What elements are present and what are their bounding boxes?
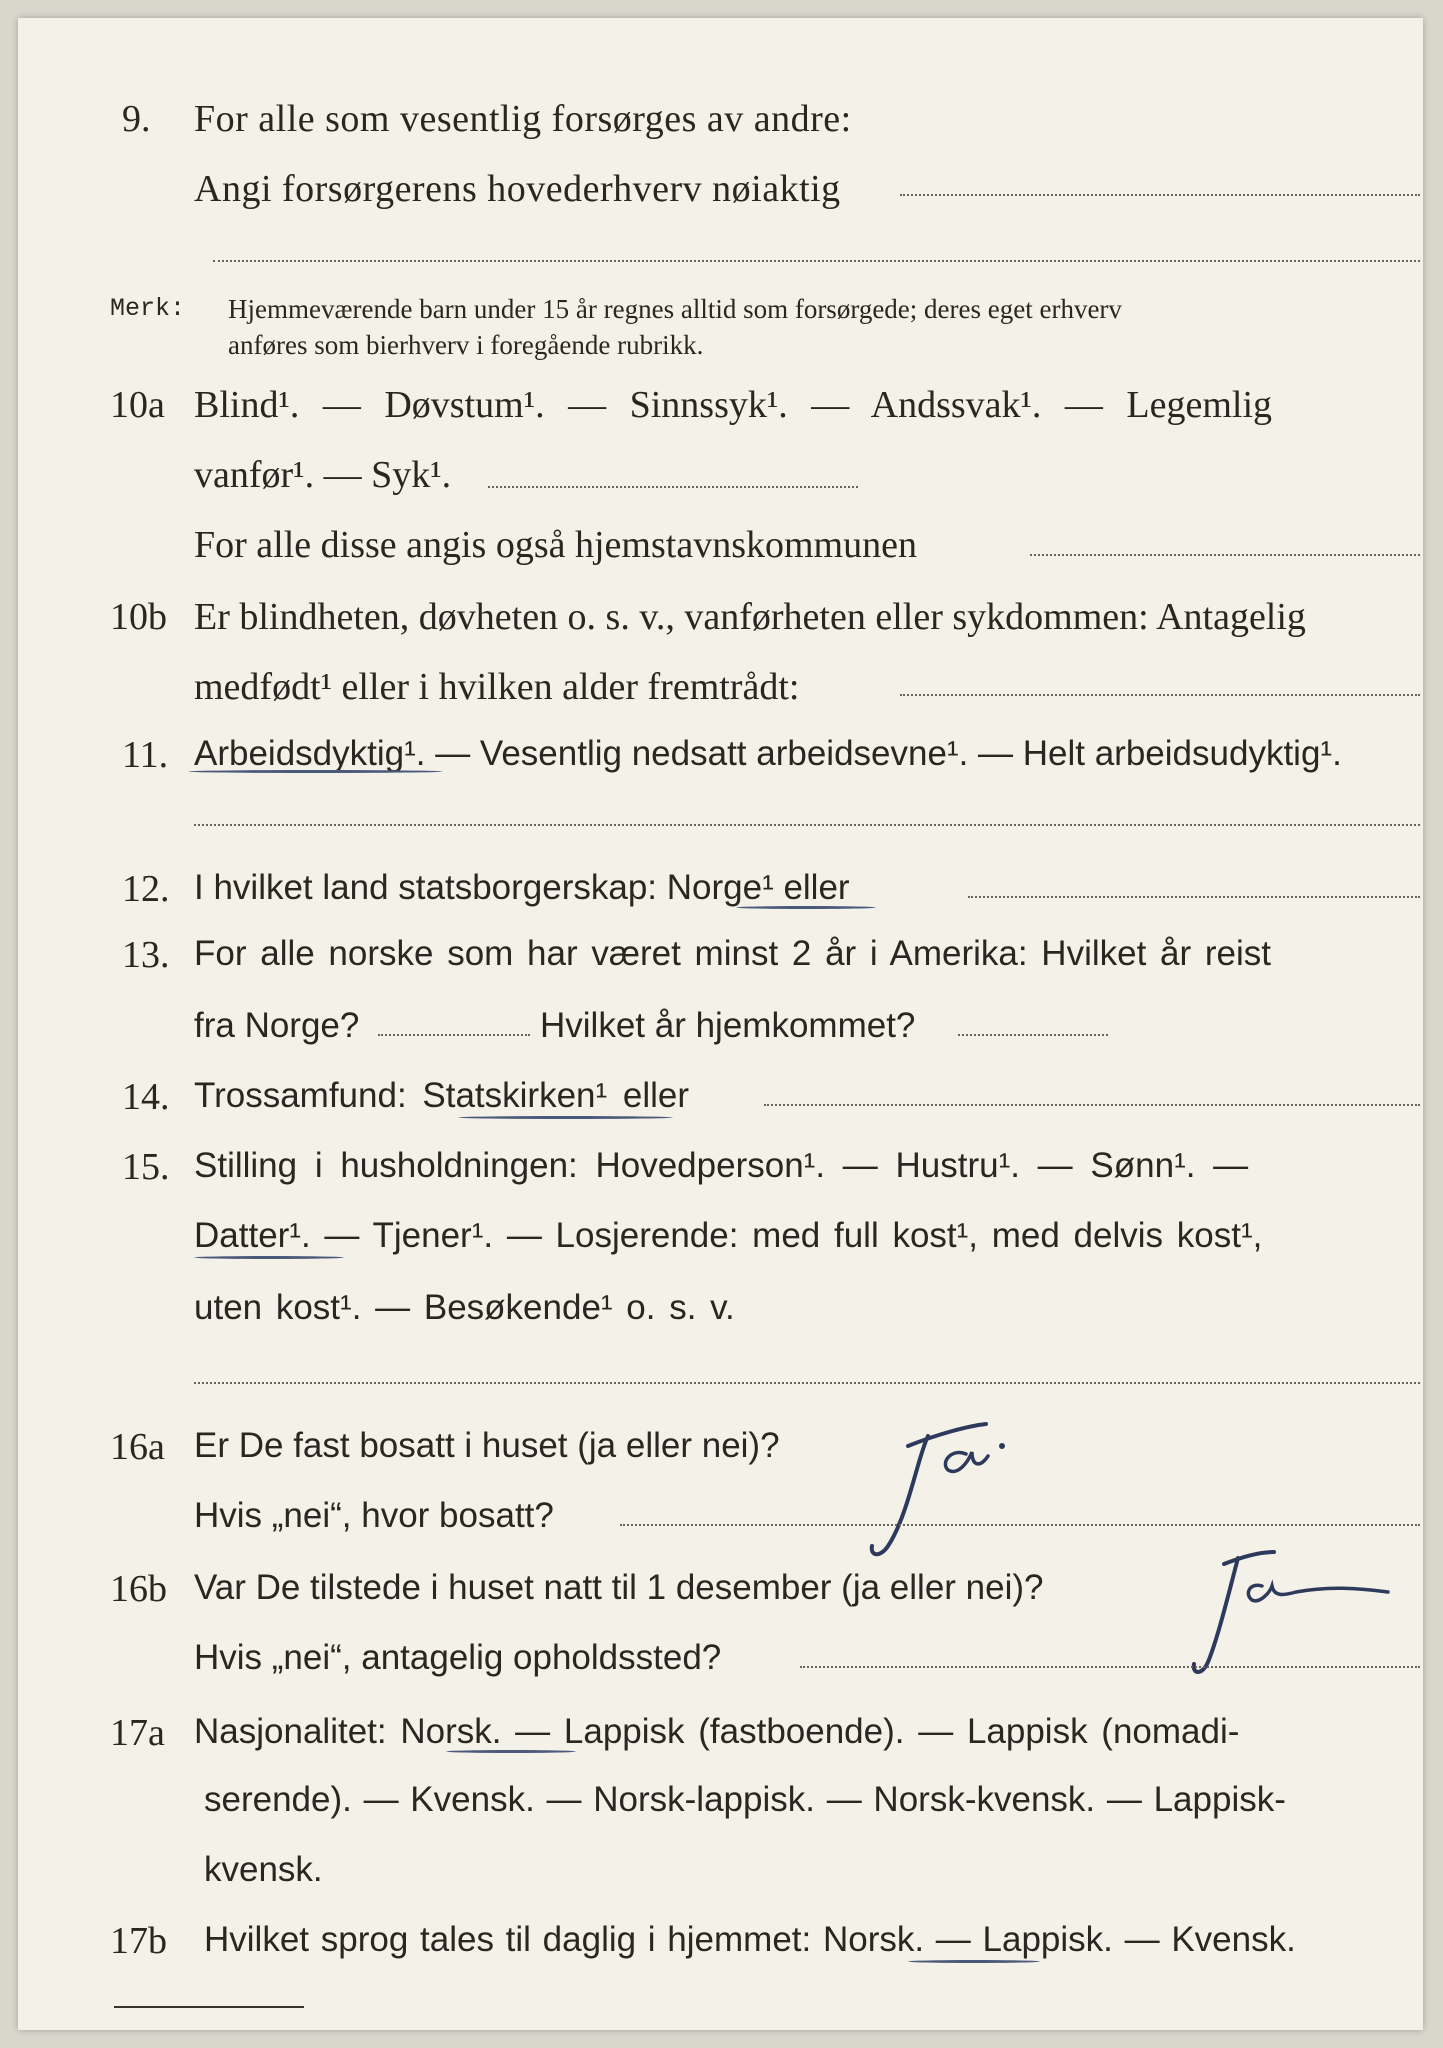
question-16a-residence-field[interactable] bbox=[620, 1524, 1420, 1526]
question-10b-line-2: medfødt¹ eller i hvilken alder fremtrådt: bbox=[194, 666, 800, 708]
handwritten-underline-norsk-nationality bbox=[446, 1750, 576, 1753]
handwritten-underline-arbeidsdyktig bbox=[188, 770, 443, 773]
question-10a-hometown-field[interactable] bbox=[1030, 554, 1420, 556]
question-13-return-year-field[interactable] bbox=[958, 1034, 1108, 1036]
question-9-answer-field-2[interactable] bbox=[213, 260, 1420, 262]
footnote-rule bbox=[114, 2006, 304, 2008]
question-10a-answer-field[interactable] bbox=[488, 486, 858, 488]
merk-line-2: anføres som bierhverv i foregående rubrikk. bbox=[228, 330, 704, 360]
question-16a-line-2: Hvis „nei“, hvor bosatt? bbox=[194, 1496, 554, 1535]
handwritten-answer-16a-ja bbox=[868, 1396, 1028, 1566]
question-10a-number: 10a bbox=[110, 384, 165, 426]
question-15-answer-field[interactable] bbox=[194, 1382, 1420, 1384]
census-form-page bbox=[18, 18, 1423, 2030]
question-16b-whereabouts-field[interactable] bbox=[800, 1666, 1420, 1668]
question-12-answer-field[interactable] bbox=[968, 896, 1420, 898]
question-14-answer-field[interactable] bbox=[764, 1104, 1420, 1106]
question-16b-number: 16b bbox=[110, 1568, 167, 1610]
question-13-departure-year-field[interactable] bbox=[378, 1034, 530, 1036]
question-11-line-1: Arbeidsdyktig¹. — Vesentlig nedsatt arbeidsevne¹. — Helt arbeidsudyktig¹. bbox=[194, 734, 1342, 773]
question-11-answer-field[interactable] bbox=[194, 824, 1420, 826]
question-17a-line-2: serende). — Kvensk. — Norsk-lappisk. — Norsk-kvensk. — Lappisk- bbox=[204, 1780, 1286, 1819]
handwritten-underline-statskirken bbox=[458, 1116, 673, 1119]
question-9-answer-field[interactable] bbox=[900, 194, 1420, 196]
question-15-line-2: Datter¹. — Tjener¹. — Losjerende: med full kost¹, med delvis kost¹, bbox=[194, 1216, 1263, 1255]
question-17a-number: 17a bbox=[110, 1712, 165, 1754]
handwritten-underline-norsk-language bbox=[908, 1960, 1040, 1963]
question-15-number: 15. bbox=[122, 1146, 170, 1188]
question-10a-line-3: For alle disse angis også hjemstavnskommunen bbox=[194, 524, 917, 566]
question-16a-line-1: Er De fast bosatt i huset (ja eller nei)? bbox=[194, 1426, 780, 1465]
question-16a-number: 16a bbox=[110, 1426, 165, 1468]
merk-label: Merk: bbox=[110, 294, 186, 323]
question-9-number: 9. bbox=[122, 98, 151, 140]
question-12-number: 12. bbox=[122, 868, 170, 910]
question-16b-line-1: Var De tilstede i huset natt til 1 desember (ja eller nei)? bbox=[194, 1568, 1044, 1607]
question-13-number: 13. bbox=[122, 934, 170, 976]
question-14-number: 14. bbox=[122, 1076, 170, 1118]
question-10b-number: 10b bbox=[110, 596, 167, 638]
question-9-line-1: For alle som vesentlig forsørges av andre: bbox=[194, 98, 852, 140]
question-10a-line-2: vanfør¹. — Syk¹. bbox=[194, 454, 452, 496]
question-17b-number: 17b bbox=[110, 1920, 167, 1962]
question-10b-line-1: Er blindheten, døvheten o. s. v., vanførheten eller sykdommen: Antagelig bbox=[194, 596, 1306, 638]
question-13-line-2b: Hvilket år hjemkommet? bbox=[540, 1006, 916, 1045]
question-15-line-1: Stilling i husholdningen: Hovedperson¹. — Hustru¹. — Sønn¹. — bbox=[194, 1146, 1249, 1185]
question-10a-line-1: Blind¹. — Døvstum¹. — Sinnssyk¹. — Andssvak¹. — Legemlig bbox=[194, 384, 1273, 426]
question-14-line-1: Trossamfund: Statskirken¹ eller bbox=[194, 1076, 690, 1115]
handwritten-underline-datter bbox=[194, 1256, 344, 1259]
question-17a-line-3: kvensk. bbox=[204, 1850, 323, 1889]
question-16b-line-2: Hvis „nei“, antagelig opholdssted? bbox=[194, 1638, 722, 1677]
question-17b-line-1: Hvilket sprog tales til daglig i hjemmet: Norsk. — Lappisk. — Kvensk. bbox=[204, 1920, 1296, 1959]
question-13-line-2a: fra Norge? bbox=[194, 1006, 360, 1045]
question-17a-line-1: Nasjonalitet: Norsk. — Lappisk (fastboende). — Lappisk (nomadi- bbox=[194, 1712, 1240, 1751]
question-11-number: 11. bbox=[122, 734, 169, 776]
question-15-line-3: uten kost¹. — Besøkende¹ o. s. v. bbox=[194, 1288, 735, 1327]
question-13-line-1: For alle norske som har været minst 2 år i Amerika: Hvilket år reist bbox=[194, 934, 1272, 973]
question-9-line-2: Angi forsørgerens hovederhverv nøiaktig bbox=[194, 168, 841, 210]
question-12-line-1: I hvilket land statsborgerskap: Norge¹ eller bbox=[194, 868, 850, 907]
merk-line-1: Hjemmeværende barn under 15 år regnes alltid som forsørgede; deres eget erhverv bbox=[228, 294, 1122, 324]
question-10b-answer-field[interactable] bbox=[900, 694, 1420, 696]
handwritten-underline-norge bbox=[736, 906, 876, 909]
